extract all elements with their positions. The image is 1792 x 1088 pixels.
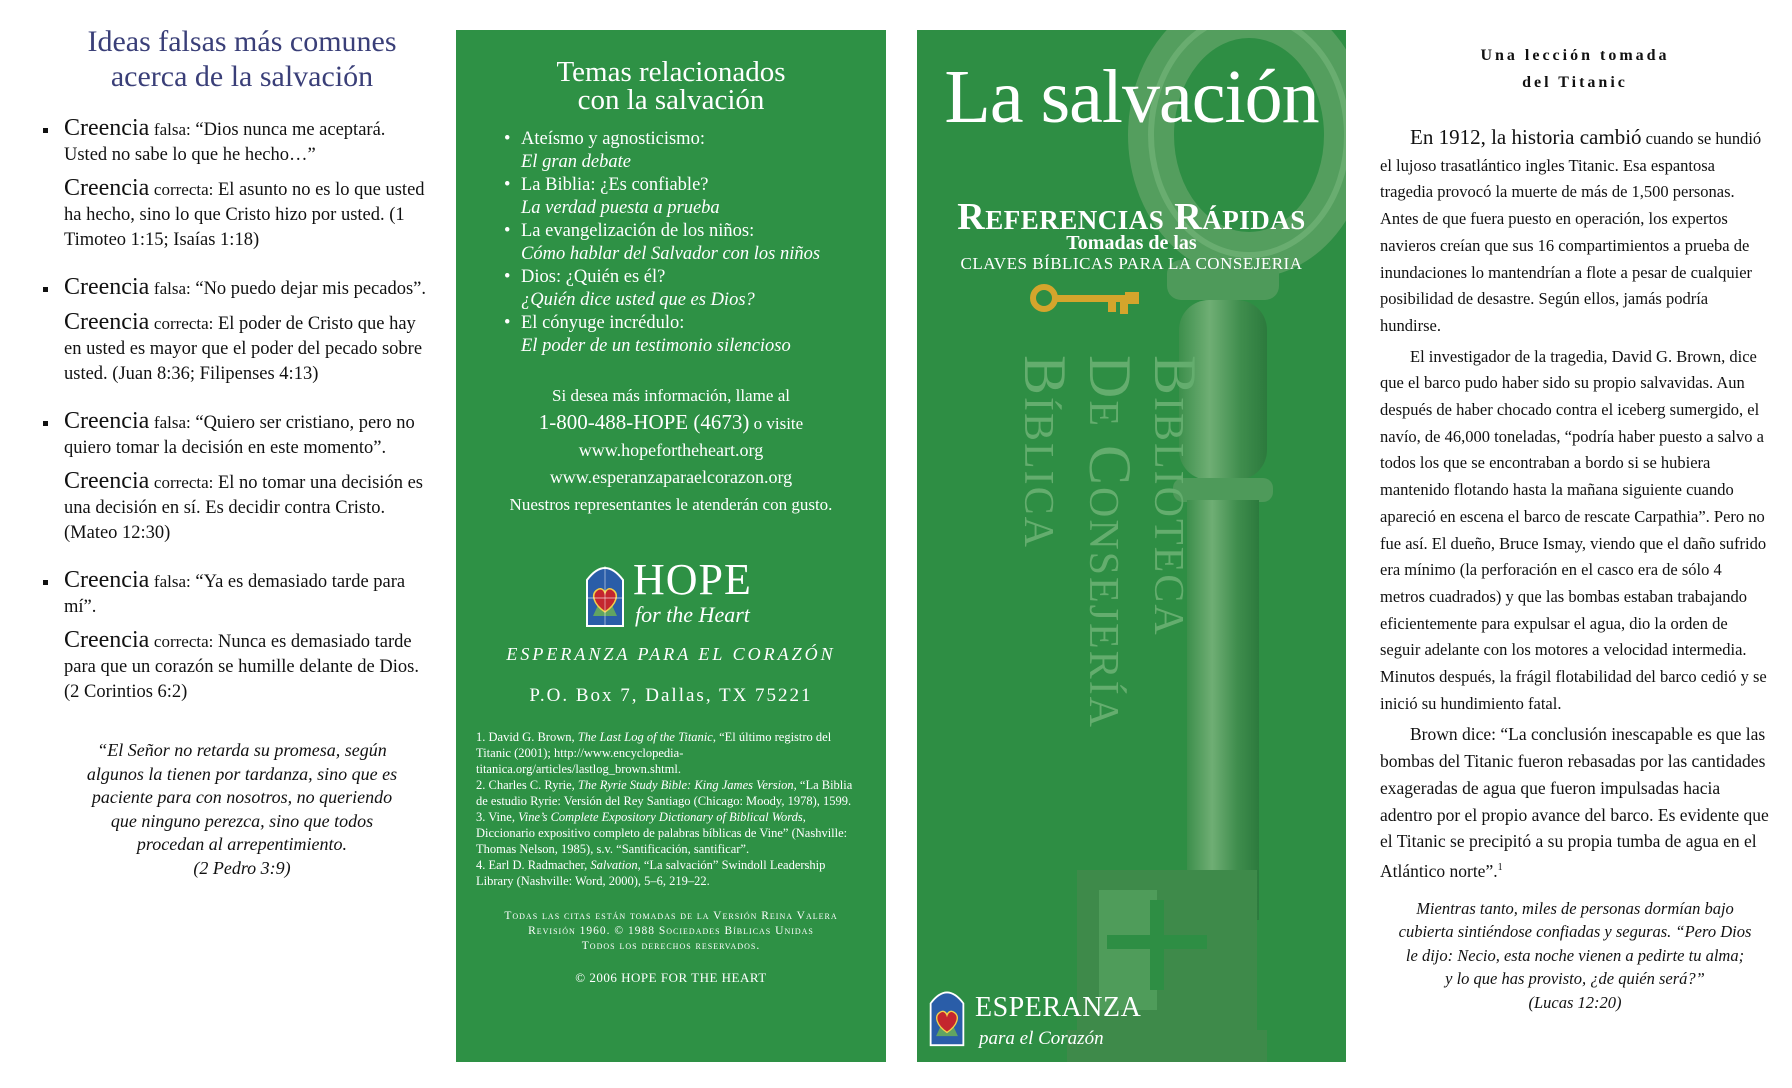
related-topics-title: Temas relacionados con la salvación	[556, 56, 786, 116]
myth-item	[52, 568, 432, 705]
endnote: 4. Earl D. Radmacher, Salvation, “La salvación” Swindoll Leadership Library (Nashville: Word, 2000), 5–6, 219–22.	[476, 858, 826, 888]
footnote-marker: 1	[1497, 861, 1503, 873]
endnote: 1. David G. Brown, The Last Log of the Titanic, “El último registro del Titanic (2001); http://www.encyclopedia-titanica.org/articles/lastlog_brown.shtml.	[476, 730, 832, 776]
bible-copyright: Todas las citas están tomadas de la Versión Reina Valera Revisión 1960. © 1988 Sociedades Bíblicas Unidas Todos los derechos reservados.	[504, 910, 838, 952]
vertical-word-biblioteca: Biblioteca	[1142, 355, 1208, 637]
myth-list	[52, 116, 432, 705]
topic-item: • La evangelización de los niños: Cómo hablar del Salvador con los niños	[504, 220, 886, 266]
bullet-square-icon	[43, 580, 48, 585]
vertical-word-consejeria: De Consejería	[1077, 355, 1143, 730]
topic-item: • Ateísmo y agnosticismo: El gran debate	[504, 128, 886, 174]
contact-outro: Nuestros representantes le atenderán con gusto.	[509, 495, 833, 514]
topic-item: • La Biblia: ¿Es confiable? La verdad puesta a prueba	[504, 174, 886, 220]
bullet-square-icon	[43, 287, 48, 292]
correct-belief: Creencia correcta: El asunto no es lo que usted ha hecho, sino lo que Cristo hizo por usted. (1 Timoteo 1:15; Isaías 1:18)	[64, 175, 425, 250]
topic-item: • El cónyuge incrédulo: El poder de un testimonio silencioso	[504, 312, 886, 358]
myth-item	[52, 116, 432, 253]
topic-item: • Dios: ¿Quién es él? ¿Quién dice usted que es Dios?	[504, 266, 886, 312]
scripture-verse: “El Señor no retarda su promesa, según algunos la tienen por tardanza, sino que es paciente para con nosotros, no queriendo que ninguno perezca, sino que todos procedan al arrepentimiento. (2 Pedro 3:9)	[86, 740, 398, 878]
contact-info: Si desea más información, llame al 1-800-488-HOPE (4673) o visite www.hopefortheheart.org www.esperanzaparaelcorazon.org Nuestros representantes le atenderán con gusto.	[456, 382, 886, 518]
cover-panel	[917, 30, 1346, 1062]
title-line-2: acerca de la salvación	[110, 60, 374, 93]
false-belief: Creencia falsa: “Dios nunca me aceptará. Usted no sabe lo que he hecho…”	[64, 115, 386, 165]
titanic-paragraph-1: En 1912, la historia cambió cuando se hundió el lujoso trasatlántico ingles Titanic. Esa espantosa tragedia provocó la muerte de más de 1,500 personas. Antes de que fuera puesto en operación, los expertos navieros creían que sus 16 compartimientos a prueba de inundaciones lo mantendrían a flote a pesar de cualquier posibilidad de desastre. Según ellos, jamás podría hundirse.	[1380, 125, 1762, 335]
endnote: 2. Charles C. Ryrie, The Ryrie Study Bible: King James Version, “La Biblia de estudio Ryrie: Versión del Rey Santiago (Chicago: Moody, 1978), 1599.	[476, 778, 853, 808]
related-topics-panel	[456, 30, 886, 1062]
false-belief: Creencia falsa: “No puedo dejar mis pecados”.	[64, 274, 427, 300]
title-line-1: Ideas falsas más comunes	[87, 25, 397, 58]
correct-belief: Creencia correcta: El no tomar una decisión es una decisión en sí. Es decidir contra Cristo. (Mateo 12:30)	[64, 468, 423, 543]
stained-glass-heart-icon	[927, 984, 967, 1050]
titanic-heading: Una lección tomada del Titanic	[1480, 47, 1670, 91]
titanic-lesson-panel	[1380, 42, 1770, 1062]
false-belief: Creencia falsa: “Quiero ser cristiano, pero no quiero tomar la decisión en este momento”.	[64, 408, 415, 458]
bullet-square-icon	[43, 421, 48, 426]
correct-belief: Creencia correcta: El poder de Cristo que hay en usted es mayor que el poder del pecado sobre usted. (Juan 8:36; Filipenses 4:13)	[64, 309, 423, 384]
publisher-copyright: © 2006 HOPE FOR THE HEART	[575, 970, 767, 985]
hope-for-the-heart-logo: HOPE for the Heart	[583, 560, 759, 632]
misconceptions-title	[52, 24, 432, 94]
cover-subtitle: Referencias Rápidas	[957, 196, 1306, 238]
misconceptions-panel	[52, 24, 432, 1064]
website-link-hope[interactable]: www.hopefortheheart.org	[578, 440, 764, 460]
tagline: ESPERANZA PARA EL CORAZÓN	[506, 644, 836, 664]
vertical-word-biblica: Bíblica	[1012, 355, 1078, 550]
website-link-esperanza[interactable]: www.esperanzaparaelcorazon.org	[549, 467, 793, 487]
false-belief: Creencia falsa: “Ya es demasiado tarde para mí”.	[64, 567, 406, 617]
bullet-square-icon	[43, 128, 48, 133]
cover-series-name: CLAVES BÍBLICAS PARA LA CONSEJERIA	[960, 254, 1303, 273]
topic-list	[504, 128, 886, 358]
endnote: 3. Vine, Vine’s Complete Expository Dictionary of Biblical Words, Diccionario expositivo completo de palabras bíblicas de Vine” (Nashville: Thomas Nelson, 1985), s.v. “Santificación, santificar”.	[476, 810, 848, 856]
titanic-paragraph-3: Brown dice: “La conclusión inescapable es que las bombas del Titanic fueron rebasadas por las cantidades exageradas de agua que fueron impulsadas hacia adentro por el propio avance del barco. Es evidente que el Titanic se precipitó a su propia tumba de agua en el Atlántico norte”.$^1$	[1380, 724, 1769, 881]
stained-glass-heart-icon	[583, 560, 627, 630]
contact-intro: Si desea más información, llame al	[552, 386, 790, 405]
gold-key-icon	[1028, 280, 1148, 316]
phone-number[interactable]: 1-800-488-HOPE (4673)	[538, 410, 750, 434]
myth-item	[52, 275, 432, 387]
myth-item	[52, 409, 432, 546]
titanic-paragraph-2: El investigador de la tragedia, David G. Brown, dice que el barco pudo haber sido su propio salvavidas. Aun después de haber chocado contra el iceberg sumergido, el navío, de 46,000 toneladas, “podría haber puesto a salvo a todos los que se encontraban a bordo si se hubiera mantenido flotando hasta la mañana siguiente cuando apareció en escena el barco de rescate Carpathia”. Pero no fue así. El dueño, Bruce Ismay, viendo que el daño sufrido era mínimo (la perforación en el casco era de sólo 4 metros cuadrados) y que las bombas estaban trabajando eficientemente para expulsar el agua, dio la orden de seguir adelante con los motores a velocidad intermedia. Minutos después, la frágil flotabilidad del barco cedió y se inició su hundimiento fatal.	[1380, 346, 1767, 713]
endnotes	[476, 729, 860, 889]
cover-tomadas: Tomadas de las	[1066, 232, 1197, 254]
correct-belief: Creencia correcta: Nunca es demasiado tarde para que un corazón se humille delante de Dios. (2 Corintios 6:2)	[64, 627, 419, 702]
esperanza-logo: ESPERANZA para el Corazón	[927, 984, 1127, 1054]
cover-title: La salvación	[944, 55, 1319, 139]
scripture-quote: Mientras tanto, miles de personas dormían bajo cubierta sintiéndose confiadas y seguras. “Pero Dios le dijo: Necio, esta noche vienen a pedirte tu alma; y lo que has provisto, ¿de quién será?” (Lucas 12:20)	[1398, 898, 1752, 1012]
postal-address: P.O. Box 7, Dallas, TX 75221	[529, 685, 813, 706]
